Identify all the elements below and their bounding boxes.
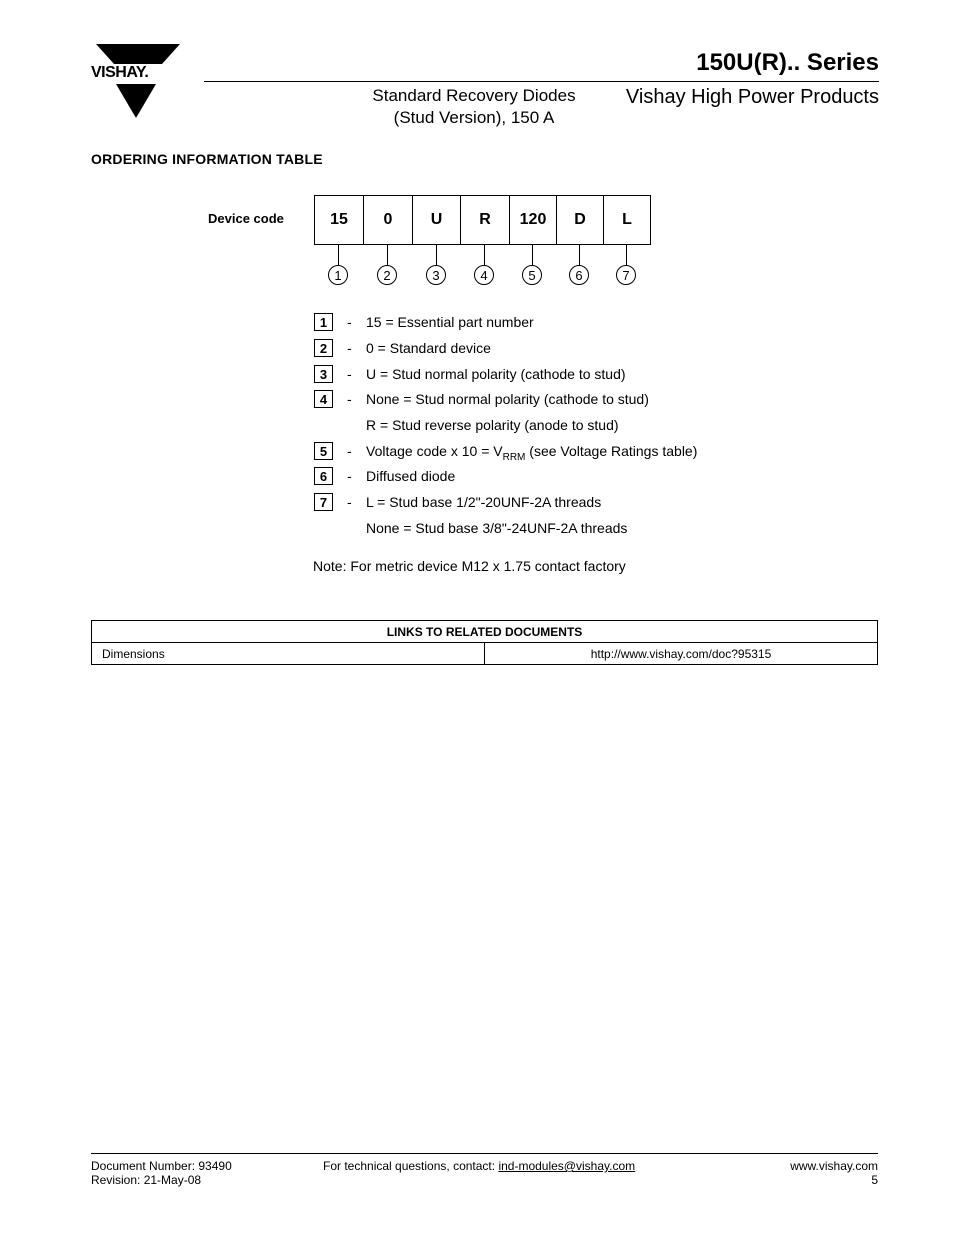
table-row bbox=[92, 643, 878, 665]
legend-number-box: 3 bbox=[314, 365, 333, 383]
subtitle-line-2: (Stud Version), 150 A bbox=[393, 108, 555, 127]
legend-dash: - bbox=[347, 494, 352, 510]
product-subtitle bbox=[360, 85, 588, 129]
legend-text: R = Stud reverse polarity (anode to stud) bbox=[366, 417, 619, 433]
metric-note: Note: For metric device M12 x 1.75 contact factory bbox=[313, 558, 626, 574]
legend-number-box: 1 bbox=[314, 313, 333, 331]
website-link[interactable]: www.vishay.com bbox=[790, 1159, 878, 1173]
code-cell-2: 0 bbox=[364, 196, 413, 244]
code-cell-5: 120 bbox=[510, 196, 557, 244]
code-cell-3: U bbox=[413, 196, 461, 244]
table-heading: LINKS TO RELATED DOCUMENTS bbox=[92, 621, 878, 643]
callout-leader bbox=[387, 244, 388, 265]
callout-circle: 1 bbox=[328, 265, 348, 285]
code-cell-1: 15 bbox=[315, 196, 364, 244]
footer-document-info bbox=[91, 1159, 232, 1187]
callout-circle: 7 bbox=[616, 265, 636, 285]
document-number: Document Number: 93490 bbox=[91, 1159, 232, 1173]
device-code-label: Device code bbox=[208, 211, 284, 226]
callout-circle: 6 bbox=[569, 265, 589, 285]
legend-text: Diffused diode bbox=[366, 468, 456, 484]
vishay-logo bbox=[90, 44, 182, 120]
footer-rule bbox=[91, 1153, 878, 1154]
legend-dash: - bbox=[347, 340, 352, 356]
callout-circle: 3 bbox=[426, 265, 446, 285]
callout-leader bbox=[579, 244, 580, 265]
legend-number-box: 2 bbox=[314, 339, 333, 357]
legend-text-post: (see Voltage Ratings table) bbox=[525, 443, 698, 459]
legend-dash: - bbox=[347, 314, 352, 330]
callout-leader bbox=[436, 244, 437, 265]
code-cell-6: D bbox=[557, 196, 604, 244]
legend-text-subscript: RRM bbox=[502, 451, 526, 463]
legend-text bbox=[366, 443, 697, 463]
logo-text: VISHAY. bbox=[91, 64, 149, 81]
legend-number-box: 7 bbox=[314, 493, 333, 511]
footer-site-info bbox=[790, 1159, 878, 1187]
legend-text-pre: Voltage code x 10 = V bbox=[366, 443, 503, 459]
device-code-table bbox=[314, 195, 651, 245]
contact-prefix: For technical questions, contact: bbox=[323, 1159, 499, 1173]
callout-leader bbox=[532, 244, 533, 265]
callout-circle: 2 bbox=[377, 265, 397, 285]
document-label: Dimensions bbox=[92, 643, 485, 665]
legend-dash: - bbox=[347, 391, 352, 407]
legend-text: None = Stud base 3/8"-24UNF-2A threads bbox=[366, 520, 628, 536]
contact-email-link[interactable]: ind-modules@vishay.com bbox=[498, 1159, 636, 1173]
callout-leader bbox=[626, 244, 627, 265]
legend-text: U = Stud normal polarity (cathode to stud) bbox=[366, 366, 626, 382]
header-rule bbox=[204, 81, 879, 82]
table-header-row bbox=[92, 621, 878, 643]
legend-dash: - bbox=[347, 366, 352, 382]
legend-text: L = Stud base 1/2"-20UNF-2A threads bbox=[366, 494, 602, 510]
code-cell-4: R bbox=[461, 196, 510, 244]
callout-markers bbox=[314, 244, 654, 289]
legend-number-box: 6 bbox=[314, 467, 333, 485]
series-title: 150U(R).. Series bbox=[696, 49, 879, 76]
related-documents-table bbox=[91, 620, 878, 665]
callout-circle: 4 bbox=[474, 265, 494, 285]
legend-text: 15 = Essential part number bbox=[366, 314, 534, 330]
callout-leader bbox=[484, 244, 485, 265]
revision: Revision: 21-May-08 bbox=[91, 1173, 202, 1187]
legend-text: None = Stud normal polarity (cathode to stud) bbox=[366, 391, 649, 407]
code-cell-7: L bbox=[622, 211, 632, 228]
legend-dash: - bbox=[347, 468, 352, 484]
callout-circle: 5 bbox=[522, 265, 542, 285]
subtitle-line-1: Standard Recovery Diodes bbox=[372, 86, 576, 105]
page-number: 5 bbox=[871, 1173, 878, 1187]
product-line: Vishay High Power Products bbox=[625, 86, 879, 108]
callout-leader bbox=[338, 244, 339, 265]
footer-contact bbox=[323, 1159, 635, 1173]
section-heading: ORDERING INFORMATION TABLE bbox=[91, 151, 323, 167]
legend-number-box: 5 bbox=[314, 442, 333, 460]
legend-dash: - bbox=[347, 443, 352, 459]
document-link[interactable]: http://www.vishay.com/doc?95315 bbox=[485, 643, 878, 665]
legend-number-box: 4 bbox=[314, 390, 333, 408]
legend-text: 0 = Standard device bbox=[366, 340, 491, 356]
